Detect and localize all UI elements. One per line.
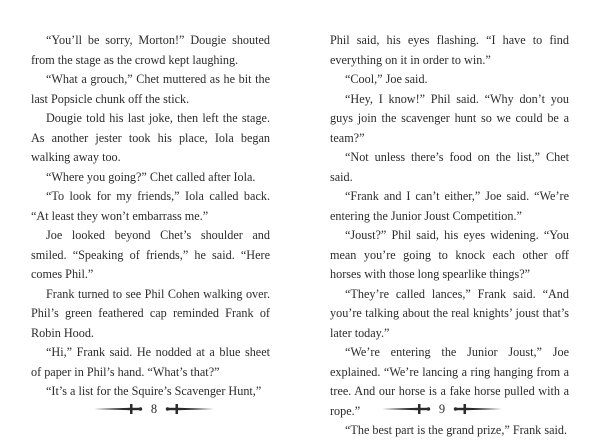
- paragraph: Phil said, his eyes flashing. “I have to find everything on it in order to win.”: [330, 33, 569, 67]
- paragraph: “It’s a list for the Squire’s Scavenger Hunt,”: [46, 384, 262, 398]
- paragraph: “Where you going?” Chet called after Iola.: [46, 169, 256, 184]
- paragraph: “Hey, I know!” Phil said. “Why don’t you guys join the scavenger hunt so we could be a team?”: [330, 91, 569, 145]
- paragraph: “What a grouch,” Chet muttered as he bit the last Popsicle chunk off the stick.: [31, 72, 270, 106]
- paragraph: “Hi,” Frank said. He nodded at a blue sheet of paper in Phil’s hand. “What’s that?”: [31, 345, 270, 379]
- paragraph: “The best part is the grand prize,” Frank said.: [345, 423, 568, 437]
- right-page: [330, 31, 569, 441]
- left-folio: [94, 401, 214, 417]
- paragraph: “Joust?” Phil said, his eyes widening. “You mean you’re going to knock each other off horses with those long spearlike things?”: [330, 228, 569, 281]
- paragraph: “To look for my friends,” Iola called back. “At least they won’t embarrass me.”: [31, 189, 270, 223]
- paragraph: Frank turned to see Phil Cohen walking over. Phil’s green feathered cap reminded Frank of Robin Hood.: [31, 286, 270, 340]
- paragraph: “They’re called lances,” Frank said. “And you’re talking about the real knights’ joust that’s later today.”: [330, 286, 569, 340]
- left-page: [31, 31, 270, 402]
- page-number: 8: [150, 402, 158, 416]
- paragraph: “You’ll be sorry, Morton!” Dougie shouted from the stage as the crowd kept laughing.: [31, 33, 270, 67]
- paragraph: Dougie told his last joke, then left the stage. As another jester took his place, Iola began walking away too.: [31, 111, 270, 164]
- paragraph: “Not unless there’s food on the list,” Chet said.: [330, 150, 569, 184]
- paragraph: “Cool,” Joe said.: [345, 72, 428, 86]
- page-number: 9: [438, 402, 446, 416]
- paragraph: “We’re entering the Junior Joust,” Joe explained. “We’re lancing a ring hanging from a tree. And our horse is a fake horse pulled with a rope.”: [330, 345, 569, 418]
- paragraph: Joe looked beyond Chet’s shoulder and smiled. “Speaking of friends,” he said. “Here comes Phil.”: [31, 228, 270, 281]
- paragraph: “Frank and I can’t either,” Joe said. “We’re entering the Junior Joust Competition.”: [330, 189, 569, 223]
- right-folio: [382, 401, 502, 417]
